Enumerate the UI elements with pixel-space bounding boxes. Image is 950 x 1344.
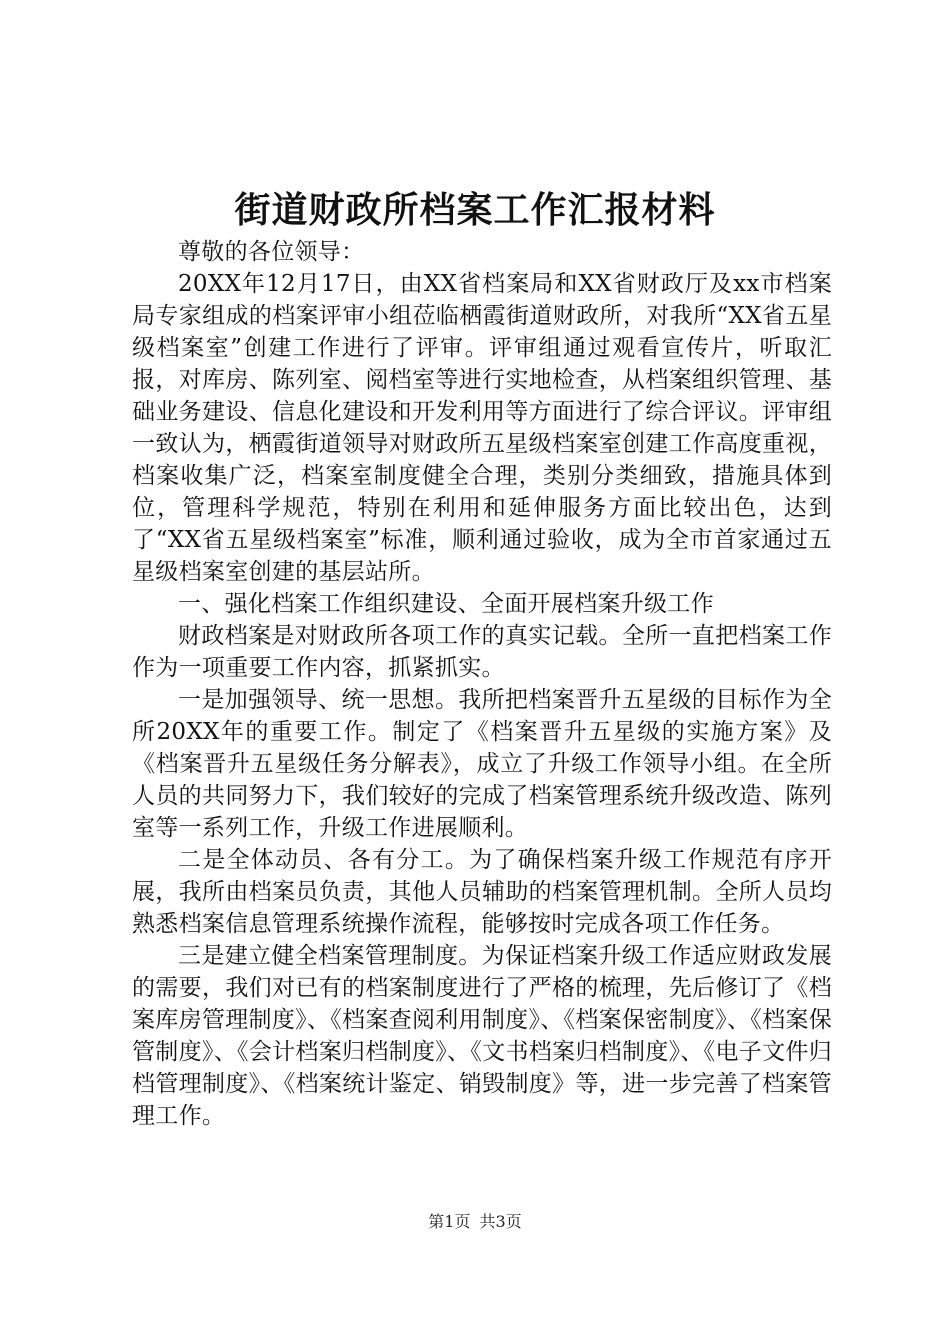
- paragraph-point-3: 三是建立健全档案管理制度。为保证档案升级工作适应财政发展的需要，我们对已有的档案制度进行了严格的梳理，先后修订了《档案库房管理制度》、《档案查阅利用制度》、《档案保密制度》、《档案保管制度》、《会计档案归档制度》、《文书档案归档制度》、《电子文件归档管理制度》、《档案统计鉴定、销毁制度》等，进一步完善了档案管理工作。: [132, 943, 832, 1129]
- page-footer: [0, 1212, 950, 1232]
- salutation: 尊敬的各位领导：: [178, 239, 365, 265]
- paragraph-point-1: 一是加强领导、统一思想。我所把档案晋升五星级的目标作为全所20XX年的重要工作。制定了《档案晋升五星级的实施方案》及《档案晋升五星级任务分解表》，成立了升级工作领导小组。在全所人员的共同努力下，我们较好的完成了档案管理系统升级改造、陈列室等一系列工作，升级工作进展顺利。: [132, 687, 832, 841]
- section-heading-1: 一、强化档案工作组织建设、全面开展档案升级工作: [178, 591, 714, 617]
- paragraph-point-2: 二是全体动员、各有分工。为了确保档案升级工作规范有序开展，我所由档案员负责，其他人员辅助的档案管理机制。全所人员均熟悉档案信息管理系统操作流程，能够按时完成各项工作任务。: [132, 847, 832, 937]
- paragraph-section-1: 财政档案是对财政所各项工作的真实记载。全所一直把档案工作作为一项重要工作内容，抓紧抓实。: [132, 623, 832, 681]
- document-body: [132, 236, 832, 1132]
- document-title: 街道财政所档案工作汇报材料: [234, 189, 716, 231]
- paragraph-intro: 20XX年12月17日，由XX省档案局和XX省财政厅及xx市档案局专家组成的档案评审小组莅临栖霞街道财政所，对我所“XX省五星级档案室”创建工作进行了评审。评审组通过观看宣传片，听取汇报，对库房、陈列室、阅档室等进行实地检查，从档案组织管理、基础业务建设、信息化建设和开发利用等方面进行了综合评议。评审组一致认为，栖霞街道领导对财政所五星级档案室创建工作高度重视，档案收集广泛，档案室制度健全合理，类别分类细致，措施具体到位，管理科学规范，特别在利用和延伸服务方面比较出色，达到了“XX省五星级档案室”标准，顺利通过验收，成为全市首家通过五星级档案室创建的基层站所。: [132, 271, 832, 585]
- page-number: 第1页: [428, 1212, 471, 1231]
- page-total: 共3页: [479, 1212, 522, 1231]
